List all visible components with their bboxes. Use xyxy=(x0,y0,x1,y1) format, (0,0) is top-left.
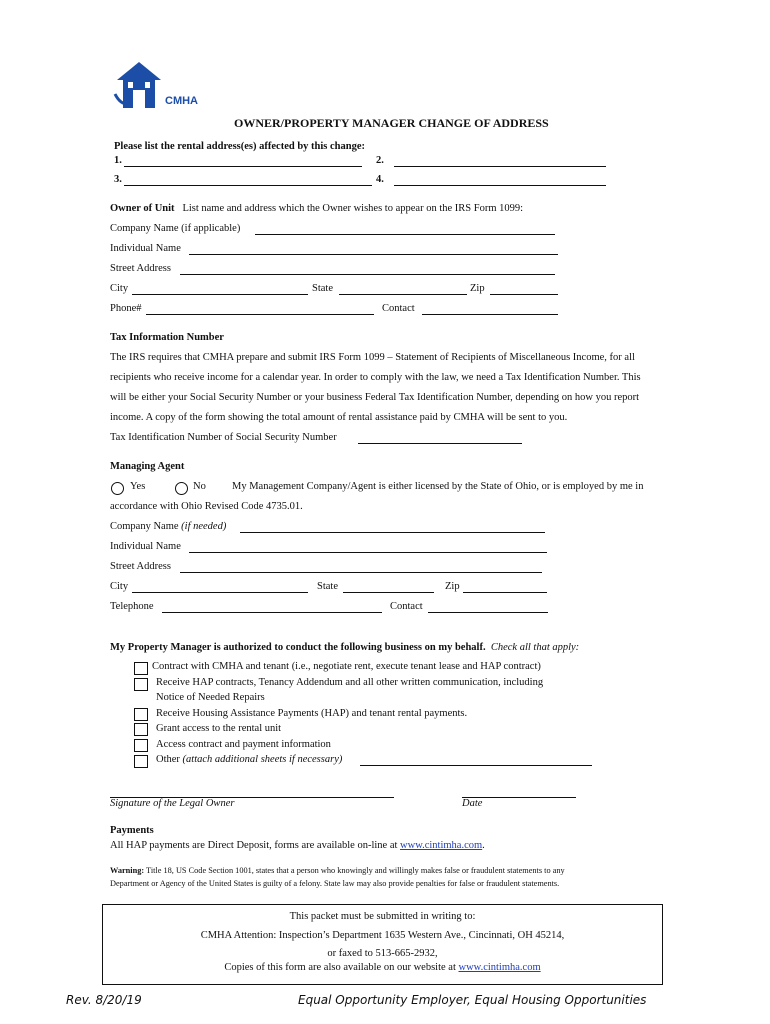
submit-line-4 xyxy=(103,962,662,973)
authorize-item-other xyxy=(156,754,342,765)
authorize-item-info: Access contract and payment information xyxy=(156,739,331,750)
agent-heading: Managing Agent xyxy=(110,461,185,472)
rental-intro: Please list the rental address(es) affected by this change: xyxy=(114,141,365,152)
submit-line-1: This packet must be submitted in writing to: xyxy=(289,911,476,922)
payments-website-link[interactable]: www.cintimha.com xyxy=(400,840,483,851)
payments-text xyxy=(110,840,485,851)
agent-no-label: No xyxy=(193,481,206,492)
owner-company-label: Company Name (if applicable) xyxy=(110,223,241,234)
agent-statement-line-2: accordance with Ohio Revised Code 4735.01. xyxy=(110,501,303,512)
owner-individual-label: Individual Name xyxy=(110,243,181,254)
authorize-item-hap-contracts: Receive HAP contracts, Tenancy Addendum and all other written communication, including xyxy=(156,677,544,688)
owner-city-label: City xyxy=(110,283,129,294)
tax-paragraph-line-3: will be either your Social Security Number or your business Federal Tax Identification Number, depending on how you report xyxy=(110,392,640,403)
authorize-item-hap-contracts-cont: Notice of Needed Repairs xyxy=(156,692,265,703)
authorize-checkbox-other[interactable] xyxy=(134,755,148,768)
tax-paragraph-line-1: The IRS requires that CMHA prepare and submit IRS Form 1099 – Statement of Recipients of Miscellaneous Income, for all xyxy=(110,352,635,363)
payments-heading: Payments xyxy=(110,825,154,836)
owner-state-field[interactable] xyxy=(339,282,467,295)
warning-line-2: Department or Agency of the United States is guilty of a felony. State law may also provide penalties for false or fraudulent statements. xyxy=(110,879,560,888)
authorize-checkbox-info[interactable] xyxy=(134,739,148,752)
rental-address-2-field[interactable] xyxy=(394,154,606,167)
rental-num-1: 1. xyxy=(114,155,122,166)
authorize-checkbox-access[interactable] xyxy=(134,723,148,736)
authorize-checkbox-contract[interactable] xyxy=(134,662,148,675)
eoe-statement: Equal Opportunity Employer, Equal Housing Opportunities xyxy=(298,993,647,1007)
agent-individual-label: Individual Name xyxy=(110,541,181,552)
owner-street-label: Street Address xyxy=(110,263,171,274)
tax-heading: Tax Information Number xyxy=(110,332,224,343)
tin-field[interactable] xyxy=(358,431,522,444)
agent-telephone-label: Telephone xyxy=(110,601,154,612)
agent-city-field[interactable] xyxy=(132,580,308,593)
agent-street-label: Street Address xyxy=(110,561,171,572)
agent-zip-label: Zip xyxy=(445,581,460,592)
revision-date: Rev. 8/20/19 xyxy=(66,993,142,1007)
authorize-item-contract: Contract with CMHA and tenant (i.e., negotiate rent, execute tenant lease and HAP contract) xyxy=(152,661,541,672)
warning-line-1 xyxy=(110,866,565,875)
owner-instruction: List name and address which the Owner wishes to appear on the IRS Form 1099: xyxy=(182,203,524,214)
submit-line-2: CMHA Attention: Inspection’s Department 1635 Western Ave., Cincinnati, OH 45214, xyxy=(200,930,565,941)
payments-body: All HAP payments are Direct Deposit, forms are available on-line at xyxy=(110,840,401,851)
agent-street-field[interactable] xyxy=(180,560,542,573)
agent-company-label xyxy=(110,521,226,532)
authorize-heading: My Property Manager is authorized to conduct the following business on my behalf. xyxy=(110,642,486,653)
authorize-item-payments: Receive Housing Assistance Payments (HAP) and tenant rental payments. xyxy=(156,708,468,719)
owner-section xyxy=(110,203,523,214)
rental-address-1-field[interactable] xyxy=(124,154,362,167)
agent-company-field[interactable] xyxy=(240,520,545,533)
authorize-other-label: Other xyxy=(156,754,183,765)
agent-individual-field[interactable] xyxy=(189,540,547,553)
cmha-logo xyxy=(105,60,205,110)
agent-zip-field[interactable] xyxy=(463,580,547,593)
owner-company-field[interactable] xyxy=(255,222,555,235)
rental-num-2: 2. xyxy=(376,155,384,166)
warning-text-1: Title 18, US Code Section 1001, states that a person who knowingly and willingly makes false or fraudulent statements to any xyxy=(144,866,565,875)
agent-contact-label: Contact xyxy=(390,601,423,612)
agent-telephone-field[interactable] xyxy=(162,600,382,613)
agent-company-note: (if needed) xyxy=(181,521,227,532)
submit-website-link[interactable]: www.cintimha.com xyxy=(458,962,541,973)
tin-label: Tax Identification Number of Social Security Number xyxy=(110,432,337,443)
owner-state-label: State xyxy=(312,283,333,294)
owner-contact-field[interactable] xyxy=(422,302,558,315)
rental-num-4: 4. xyxy=(376,174,384,185)
authorize-checkbox-payments[interactable] xyxy=(134,708,148,721)
rental-address-3-field[interactable] xyxy=(124,173,372,186)
owner-street-field[interactable] xyxy=(180,262,555,275)
owner-phone-label: Phone# xyxy=(110,303,142,314)
page-title: OWNER/PROPERTY MANAGER CHANGE OF ADDRESS xyxy=(234,116,549,130)
owner-phone-field[interactable] xyxy=(146,302,374,315)
agent-state-label: State xyxy=(317,581,338,592)
submit-line-4-text: Copies of this form are also available on our website at xyxy=(224,962,459,973)
agent-company-text: Company Name xyxy=(110,521,182,532)
submit-line-3: or faxed to 513-665-2932, xyxy=(327,948,438,959)
tax-paragraph-line-2: recipients who receive income for a calendar year. In order to comply with the law, we need a Tax Identification Number. This xyxy=(110,372,641,383)
agent-yes-label: Yes xyxy=(130,481,146,492)
owner-city-field[interactable] xyxy=(132,282,308,295)
owner-individual-field[interactable] xyxy=(189,242,558,255)
authorize-checkbox-hap-contracts[interactable] xyxy=(134,678,148,691)
rental-address-4-field[interactable] xyxy=(394,173,606,186)
warning-label: Warning: xyxy=(110,866,145,875)
signature-label: Signature of the Legal Owner xyxy=(110,798,235,809)
agent-state-field[interactable] xyxy=(343,580,434,593)
agent-yes-radio[interactable] xyxy=(111,482,124,495)
authorize-item-access: Grant access to the rental unit xyxy=(156,723,282,734)
authorize-other-field[interactable] xyxy=(360,753,592,766)
agent-statement-line-1: My Management Company/Agent is either licensed by the State of Ohio, or is employed by me in xyxy=(232,481,644,492)
authorize-section xyxy=(110,642,579,653)
date-label: Date xyxy=(462,798,483,809)
authorize-note: Check all that apply: xyxy=(490,642,580,653)
logo-text: CMHA xyxy=(165,95,198,107)
agent-contact-field[interactable] xyxy=(428,600,548,613)
agent-city-label: City xyxy=(110,581,129,592)
owner-heading: Owner of Unit xyxy=(110,203,175,214)
tax-paragraph-line-4: income. A copy of the form showing the total amount of rental assistance paid by CMHA will be sent to you. xyxy=(110,412,568,423)
authorize-other-note: (attach additional sheets if necessary) xyxy=(182,754,343,765)
rental-num-3: 3. xyxy=(114,174,122,185)
house-logo-icon xyxy=(113,60,165,110)
owner-zip-field[interactable] xyxy=(490,282,558,295)
payments-end: . xyxy=(482,840,485,851)
owner-contact-label: Contact xyxy=(382,303,415,314)
agent-no-radio[interactable] xyxy=(175,482,188,495)
submission-box xyxy=(102,904,663,985)
owner-zip-label: Zip xyxy=(470,283,485,294)
